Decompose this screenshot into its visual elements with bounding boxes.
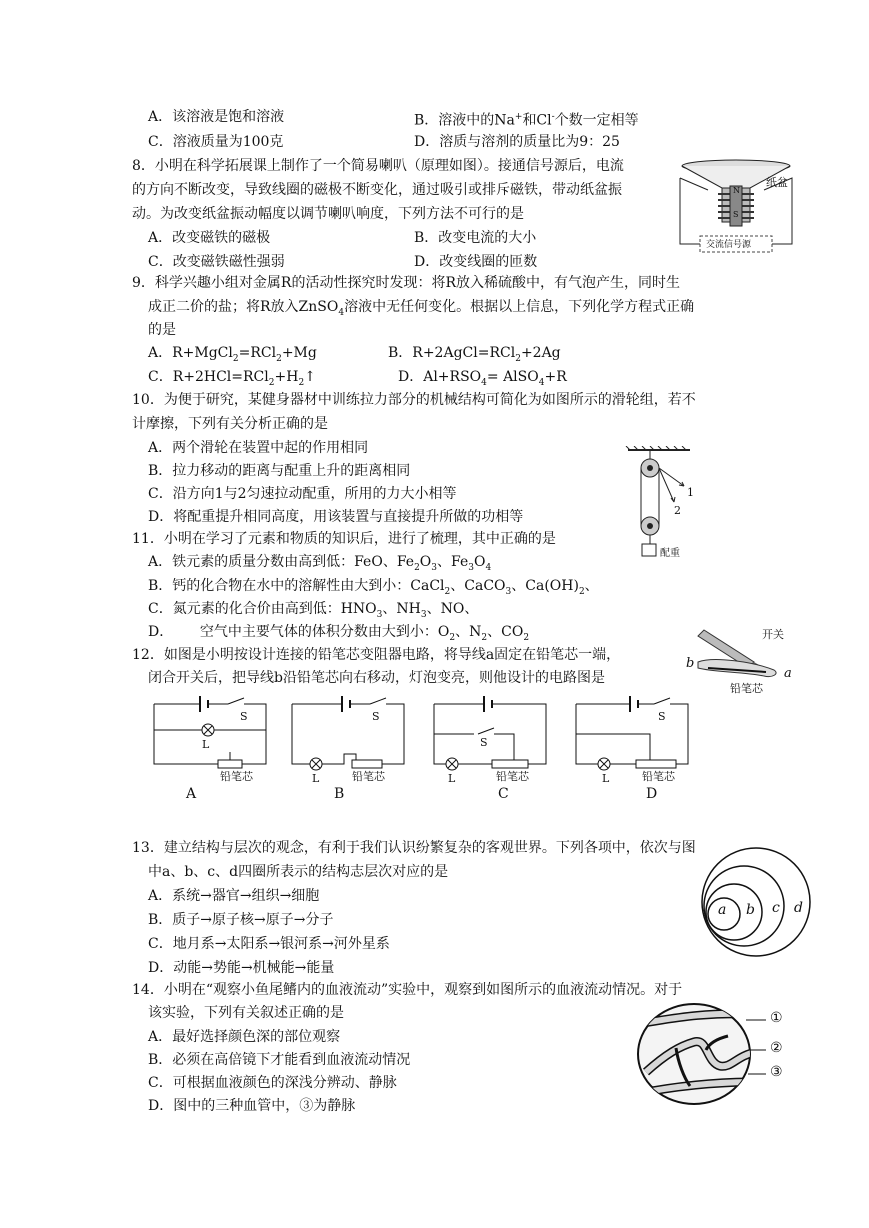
circle-d-label: d	[794, 900, 803, 916]
q14-stem-2: 该实验，下列有关叙述正确的是	[148, 1005, 344, 1021]
circuit-c-lamp-label: L	[448, 772, 456, 785]
q13-option-c: C．地月系→太阳系→银河系→河外星系	[148, 936, 390, 952]
circuit-d-lead-label: 铅笔芯	[642, 770, 675, 783]
photo-lead-a-label: a	[784, 666, 792, 681]
q9-stem-3: 的是	[148, 322, 176, 338]
speaker-figure	[672, 158, 800, 262]
photo-switch-label: 开关	[762, 628, 784, 641]
circle-c-label: c	[772, 900, 780, 916]
q14-option-c: C．可根据血液颜色的深浅分辨动、静脉	[148, 1075, 397, 1091]
q8-option-a: A．改变磁铁的磁极	[148, 230, 271, 246]
circuit-c[interactable]	[428, 694, 552, 804]
q11-stem: 11．小明在学习了元素和物质的知识后，进行了梳理，其中正确的是	[132, 531, 556, 547]
q11-option-c: C．氮元素的化合价由高到低：$HNO_3$、$NH_3$、NO、	[148, 601, 479, 620]
circuit-d-switch-label: S	[658, 710, 666, 723]
q11-option-d: D． 空气中主要气体的体积分数由大到小：$O_2$、$N_2$、$CO_2$	[148, 624, 530, 643]
q10-option-d: D．将配重提升相同高度，用该装置与直接提升所做的功相等	[148, 509, 524, 525]
circuit-b-lead-label: 铅笔芯	[352, 770, 385, 783]
q8-stem-2: 的方向不断改变，导致线圈的磁极不断变化，通过吸引或排斥磁铁，带动纸盆振	[132, 182, 622, 198]
q13-option-d: D．动能→势能→机械能→能量	[148, 960, 335, 976]
q10-stem-1: 10．为便于研究，某健身器材中训练拉力部分的机械结构可简化为如图所示的滑轮组，若不	[132, 392, 696, 408]
q13-stem-2: 中a、b、c、d四圈所表示的结构志层次对应的是	[148, 864, 449, 880]
circuit-c-switch-label: S	[480, 736, 488, 749]
magnet-s-label: S	[733, 210, 739, 219]
q14-option-b: B．必须在高倍镜下才能看到血液流动情况	[148, 1052, 411, 1068]
pulley-figure	[620, 446, 710, 558]
circuit-b[interactable]	[286, 694, 410, 804]
counterweight-label: 配重	[660, 548, 680, 559]
circuit-d-lamp-label: L	[602, 772, 610, 785]
q11-option-b: B．钙的化合物在水中的溶解性由大到小：CaCl$_2$、CaCO$_3$、$Ca(OH)_2$、	[148, 578, 599, 597]
q14-stem-1: 14．小明在“观察小鱼尾鳍内的血液流动”实验中，观察到如图所示的血液流动情况。对于	[132, 982, 683, 998]
vessel-2-label: ②	[770, 1040, 783, 1056]
q9-stem-2: 成正二价的盐；将R放入ZnSO$_4$溶液中无任何变化。根据以上信息，下列化学方程式正确	[148, 299, 695, 318]
q9-stem-1: 9．科学兴趣小组对金属R的活动性探究时发现：将R放入稀硫酸中，有气泡产生，同时生	[132, 275, 680, 291]
circle-b-label: b	[746, 902, 755, 918]
circuit-b-letter: B	[334, 786, 345, 802]
circuit-b-lamp-label: L	[312, 772, 320, 785]
q10-option-b: B．拉力移动的距离与配重上升的距离相同	[148, 463, 411, 479]
direction-1-label: 1	[687, 486, 694, 499]
q7-option-d: D．溶质与溶剂的质量比为9：25	[414, 134, 620, 150]
q9-option-d: D．$Al+RSO_4=$ AlSO$_4$+R	[398, 369, 567, 388]
speaker-cone-label: 纸盆	[766, 176, 788, 189]
circuit-c-lead-label: 铅笔芯	[496, 770, 529, 783]
q8-stem-3: 动。为改变纸盆振动幅度以调节喇叭响度，下列方法不可行的是	[132, 206, 524, 222]
q8-option-c: C．改变磁铁磁性强弱	[148, 254, 285, 270]
circle-a-label: a	[718, 902, 727, 918]
circuit-b-switch-label: S	[372, 710, 380, 723]
q10-option-c: C．沿方向1与2匀速拉动配重，所用的力大小相等	[148, 486, 457, 502]
q13-option-b: B．质子→原子核→原子→分子	[148, 912, 334, 928]
q13-option-a: A．系统→器官→组织→细胞	[148, 888, 320, 904]
q12-stem-1: 12．如图是小明按设计连接的铅笔芯变阻器电路，将导线a固定在铅笔芯一端，	[132, 647, 621, 663]
q8-option-d: D．改变线圈的匝数	[414, 254, 538, 270]
q9-option-c: C．$R+2HCl=RCl_2+H_2↑$	[148, 369, 316, 388]
vessel-3-label: ③	[770, 1064, 783, 1080]
circuit-d-letter: D	[646, 786, 658, 802]
magnet-n-label: N	[733, 186, 740, 195]
vessel-1-label: ①	[770, 1010, 783, 1026]
circuit-a[interactable]	[148, 694, 272, 804]
q7-option-b: B．溶液中的Na+和Cl-个数一定相等	[414, 112, 639, 129]
q7-option-a: A．该溶液是饱和溶液	[148, 109, 285, 125]
q7-option-c: C．溶液质量为100克	[148, 134, 284, 150]
circuit-d[interactable]	[570, 694, 694, 804]
direction-2-label: 2	[674, 504, 681, 517]
q13-stem-1: 13．建立结构与层次的观念，有利于我们认识纷繁复杂的客观世界。下列各项中，依次与图	[132, 840, 696, 856]
q14-option-a: A．最好选择颜色深的部位观察	[148, 1029, 341, 1045]
q9-option-b: B．R+2AgCl=RCl$_2$+2Ag	[388, 345, 561, 364]
q8-option-b: B．改变电流的大小	[414, 230, 537, 246]
circuit-c-letter: C	[498, 786, 509, 802]
q8-stem-1: 8．小明在科学拓展课上制作了一个简易喇叭（原理如图）。接通信号源后，电流	[132, 158, 624, 174]
circuit-a-lamp-label: L	[202, 738, 210, 751]
nested-circles-figure	[700, 846, 812, 958]
signal-source-label: 交流信号源	[706, 240, 752, 250]
q12-stem-2: 闭合开关后，把导线b沿铅笔芯向右移动，灯泡变亮，则他设计的电路图是	[148, 670, 605, 686]
blood-flow-figure	[636, 1002, 796, 1106]
q10-option-a: A．两个滑轮在装置中起的作用相同	[148, 440, 369, 456]
photo-pencil-label: 铅笔芯	[730, 682, 763, 695]
q11-option-a: A．铁元素的质量分数由高到低：FeO、$Fe_2O_3$、$Fe_3O_4$	[148, 554, 492, 573]
pencil-lead-photo	[684, 622, 796, 694]
circuit-a-letter: A	[186, 786, 197, 802]
circuit-a-lead-label: 铅笔芯	[220, 770, 253, 783]
q9-option-a: A．R+MgCl$_2$=RCl$_2$+Mg	[148, 345, 317, 364]
q10-stem-2: 计摩擦，下列有关分析正确的是	[132, 416, 328, 432]
circuit-a-switch-label: S	[240, 710, 248, 723]
q14-option-d: D．图中的三种血管中，③为静脉	[148, 1098, 356, 1114]
photo-lead-b-label: b	[686, 656, 695, 671]
